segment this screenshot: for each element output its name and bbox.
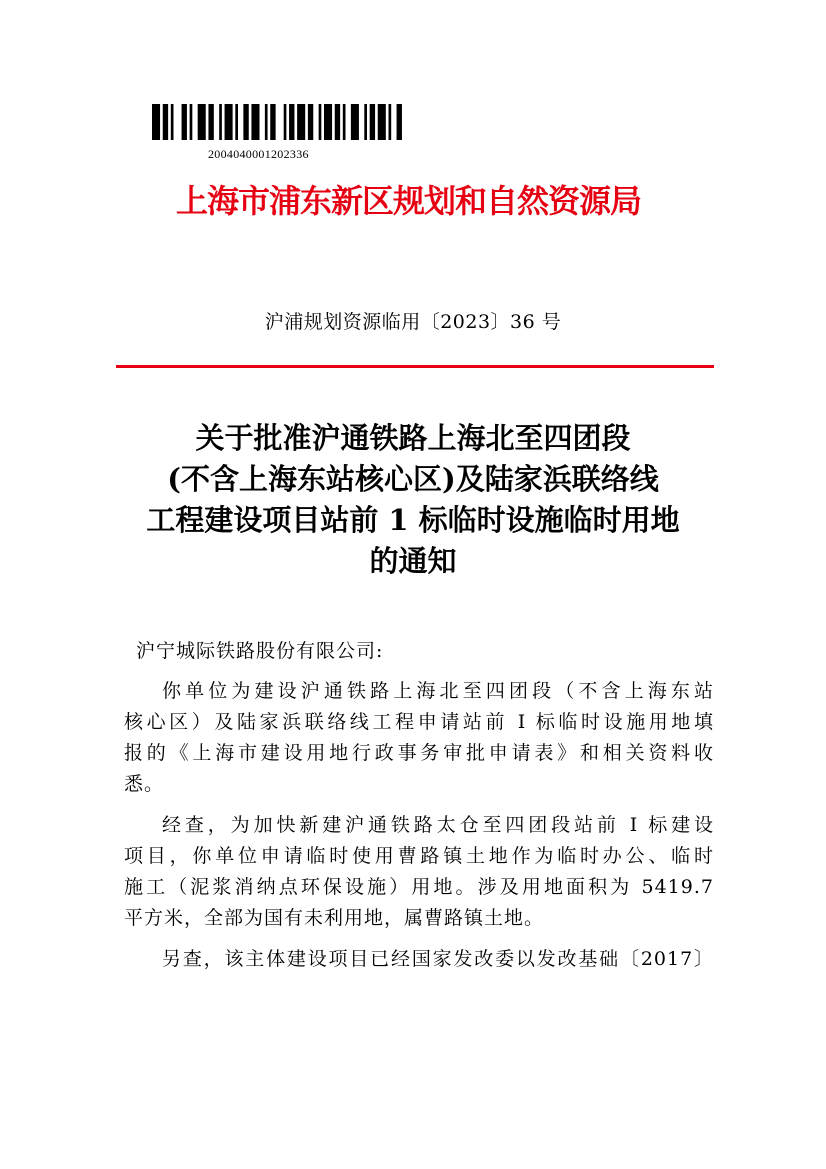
barcode-bar — [163, 104, 168, 140]
barcode-bar — [335, 104, 340, 140]
notice-title — [0, 418, 826, 582]
issuing-agency: 上海市浦东新区规划和自然资源局 — [176, 182, 642, 220]
barcode-number: 2004040001202336 — [208, 147, 309, 161]
body-line: 另查，该主体建设项目已经国家发改委以发改基础〔2017〕 — [162, 948, 714, 970]
barcode — [152, 104, 410, 140]
barcode-bar — [235, 104, 238, 140]
barcode-bar — [243, 104, 248, 140]
title-line: 工程建设项目站前 1 标临时设施临时用地 — [146, 503, 680, 537]
body-line: 你单位为建设沪通铁路上海北至四团段（不含上海东站 — [162, 680, 714, 702]
barcode-bar — [378, 104, 386, 140]
body-line: 经查，为加快新建沪通铁路太仓至四团段站前 I 标建设 — [162, 814, 714, 836]
title-line: 的通知 — [369, 544, 457, 578]
barcode-bar — [225, 104, 233, 140]
barcode-bar — [190, 104, 193, 140]
document-number: 沪浦规划资源临用〔2023〕36 号 — [264, 311, 562, 333]
barcode-bar — [171, 104, 174, 140]
red-divider — [116, 365, 714, 368]
barcode-bar — [343, 104, 346, 140]
barcode-bar — [251, 104, 259, 140]
barcode-bar — [265, 104, 268, 140]
title-line: 关于批准沪通铁路上海北至四团段 — [195, 421, 631, 455]
body-line: 核心区）及陆家浜联络线工程申请站前 I 标临时设施用地填 — [124, 711, 714, 733]
barcode-bar — [319, 104, 322, 140]
barcode-bar — [370, 104, 375, 140]
barcode-bar — [182, 104, 187, 140]
body-line: 报的《上海市建设用地行政事务审批申请表》和相关资料收 — [124, 742, 714, 764]
salutation: 沪宁城际铁路股份有限公司: — [136, 640, 384, 662]
body-line: 施工（泥浆消纳点环保设施）用地。涉及用地面积为 5419.7 — [124, 876, 714, 898]
barcode-bar — [364, 104, 367, 140]
barcode-bar — [289, 104, 294, 140]
letter-body — [124, 676, 714, 975]
paragraph-3 — [124, 944, 714, 975]
body-line: 平方米，全部为国有未利用地，属曹路镇土地。 — [124, 907, 545, 929]
body-line: 项目，你单位申请临时使用曹路镇土地作为临时办公、临时 — [124, 845, 714, 867]
barcode-bar — [284, 104, 287, 140]
barcode-bar — [198, 104, 206, 140]
barcode-bar — [308, 104, 313, 140]
barcode-bar — [152, 104, 160, 140]
barcode-bar — [219, 104, 222, 140]
paragraph-1 — [124, 676, 714, 800]
barcode-bar — [208, 104, 213, 140]
barcode-bar — [297, 104, 305, 140]
barcode-bar — [389, 104, 392, 140]
barcode-bar — [270, 104, 275, 140]
barcode-bar — [351, 104, 359, 140]
title-line: (不含上海东站核心区)及陆家浜联络线 — [167, 462, 659, 496]
paragraph-2 — [124, 810, 714, 934]
barcode-bar — [397, 104, 402, 140]
body-line: 悉。 — [124, 773, 165, 795]
barcode-bar — [324, 104, 332, 140]
